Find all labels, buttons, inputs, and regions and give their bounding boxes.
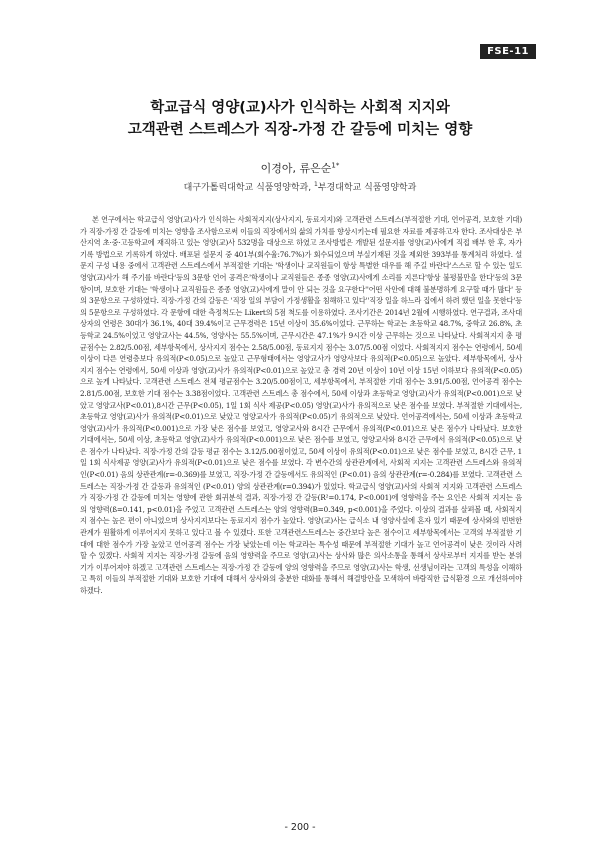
paper-title (40, 97, 560, 141)
page-number: - 200 - (284, 822, 316, 833)
author-superscript: 1* (331, 161, 340, 170)
affiliation (0, 180, 600, 193)
author-list (0, 160, 600, 176)
affiliation-marker: 1 (314, 181, 318, 188)
paper-title-line-1: 학교급식 영양(교)사가 인식하는 사회적 지지와 (150, 100, 450, 116)
abstract-body: 본 연구에서는 학교급식 영양(교)사가 인식하는 사회적지지(상사지지, 동료지지)와 고객관련 스트레스(부적절한 기대, 언어공격, 보호한 기대)가 직장-가정 간 갈등에 미치는 영향을 조사함으로써 이들의 직장에서의 삶의 가치를 향상시키는데 필요한 자료를 제공하고자 한다. 조사대상은 부산지역 초·중·고등학교에 재직하고 있는 영양(교)사 532명을 대상으로 하였고 조사방법은 개발된 설문지를 영양(교)사에게 직접 배부 한 후, 자가기록 방법으로 기록하게 하였다. 배포된 설문지 중 401부(회수율:76.7%)가 회수되었으며 부실기재된 것을 제외한 393부를 통계처리 하였다. 설문지 구성 내용 중에서 고객관련 스트레스에서 부적절한 기대는 '학생이나 교직원들이 항상 특별한 대우를 해 주길 바란다'스스로 할 수 있는 일도 영양(교)사가 해 주기를 바란다'등의 3문항 언어 공격은'학생이나 교직원들은 종종 영양(교)사에게 소리를 지른다'항상 불평불만을 한다'등의 3문항이며, 보호한 기대는 '학생이나 교직원들은 종종 영양(교)사에게 말이 안 되는 것을 요구한다''어떤 사안에 대해 불분명하게 요구할 때가 많다' 등의 3문항으로 구성하였다. 직장-가정 간의 갈등은 '직장 일의 부담이 가정생활을 침해하고 있다''직장 일을 하느라 집에서 하려 했던 일을 못한다'등의 5문항으로 구성하였다. 각 문항에 대한 측정척도는 Likert의 5점 척도를 이용하였다. 조사기간은 2014년 2월에 시행하였다. 연구결과, 조사대상자의 연령은 30대가 36.1%, 40대 39.4%이고 근무경력은 15년 이상이 35.6%이었다. 근무하는 학교는 초등학교 48.7%, 중학교 26.8%, 초등학교 24.5%이었고 영양교사는 44.5%, 영양사는 55.5%이며, 근무시간은 47.1%가 9시간 이상 근무하는 것으로 나타났다. 사회적지지 총 평균점수는 2.82/5.00점, 세부항목에서, 상사지지 점수는 2.58/5.00점, 동료지지 점수는 3.07/5.00점 이었다. 사회적지지 점수는 연령에서, 50세 이상이 다른 연령층보다 유의적(P<0.05)으로 높았고 근무형태에서는 영양교사가 영양사보다 유의적(P<0.05)으로 높았다. 세부항목에서, 상사지지 점수는 연령에서, 50세 이상과 영양(교)사가 유의적(P<0.01)으로 높았고 총 경력 20년 이상이 10년 이상 15년 이하보다 유의적(P<0.05)으로 높게 나타났다. 고객관련 스트레스 전체 평균점수는 3.20/5.00점이고, 세부항목에서, 부적절한 기대 점수는 3.91/5.00점, 언어공격 점수는 2.81/5.00점, 보호한 기대 점수는 3.38점이었다. 고객관련 스트레스 총 점수에서, 50세 이상과 초등학교 영양(교)사가 유의적(P<0.001)으로 낮았고 영양교사(P<0.01),8시간 근무(P<0.05), 1일 1회 식사 제공(P<0.05) 영양(교)사가 유의적으로 낮은 점수를 보였다. 부적절한 기대에서는, 초등학교 영양(교)사가 유의적(P<0.01)으로 낮았고 영양교사가 유의적(P<0.05)기 유의적으로 낮았다. 언어공격에서는, 50세 이상과 초등학교 영양(교)사가 유의적(P<0.001)으로 가장 낮은 점수를 보였고, 영양교사와 8시간 근무에서 유의적(P<0.01)으로 낮은 점수가 나타났다. 보호한 기대에서는, 50세 이상, 초등학교 영양(교)사가 유의적(P<0.001)으로 낮은 점수를 보였고, 영양교사와 8시간 근무에서 유의적(P<0.05)으로 낮은 점수가 나타났다. 직장-가정 간의 갈등 평균 점수는 3.12/5.00점이었고, 50세 이상이 유의적(P<0.01)으로 낮은 점수를 보였고, 8시간 근무, 1일 1회 식사제공 영양(교)사가 유의적(P<0.01)으로 낮은 점수를 보였다. 각 변수간의 상관관계에서, 사회적 지지는 고객관련 스트레스와 유의적인(P<0.01) 음의 상관관계(r=-0.369)를 보였고, 직장-가정 간 갈등에서도 유의적인 (P<0.01) 음의 상관관계(r=-0.284)를 보였다. 고객관련 스트레스는 직장-가정 간 갈등과 유의적인 (P<0.01) 양의 상관관계(r=0.394)가 있었다. 학교급식 영양(교)사의 사회적 지지와 고객관련 스트레스가 직장-가정 간 갈등에 미치는 영향에 관한 회귀분석 결과, 직장-가정 간 갈등(R²=0.174, P<0.001)에 영향력을 주는 요인은 사회적 지지는 음의 영향력(ß=0.141, p<0.01)을 주었고 고객관련 스트레스는 양의 영향력(B=0.349, p<0.001)을 주었다. 이상의 결과를 살펴볼 때, 사회적지지 점수는 높은 편이 아니었으며 상사지지보다는 동료지지 점수가 높았다. 영양(교)사는 급식소 내 영양사실에 혼자 있기 때문에 상사와의 빈번한 관계가 원활하게 이루어지지 못하고 있다고 볼 수 있겠다. 또한 고객관련스트레스는 중간보다 높은 점수이고 세부항목에서는 고객의 부적절한 기대에 대한 점수가 가장 높았고 언어공격 점수는 가장 낮았는데 이는 학교라는 특수성 때문에 부적절한 기대가 높고 언어공격이 낮은 것이라 사려 할 수 있겠다. 사회적 지지는 직장-가정 갈등에 음의 영향력을 주므로 영양(교)사는 상사와 많은 의사소통을 통해서 상사로부터 지지를 받는 분위기가 이루어져야 하겠고 고객관련 스트레스는 직장-가정 간 갈등에 양의 영향력을 주므로 영양(교)사는 학생, 선생님이라는 고객의 특성을 이해하고 특히 이들의 부적절한 기대와 보호한 기대에 대해서 상사와의 충분한 대화를 통해서 해결방안을 모색하여 바람직한 급식환경 으로 개선하여야 하겠다. (80, 215, 522, 595)
affiliation-2: 부경대학교 식품영양학과 (317, 183, 417, 193)
affiliation-1: 대구가톨릭대학교 식품영양학과, (183, 183, 312, 193)
paper-title-line-2: 고객관련 스트레스가 직장-가정 간 갈등에 미치는 영향 (127, 122, 473, 138)
session-code-badge: FSE-11 (480, 44, 536, 59)
author-names: 이경아, 류은순 (260, 162, 332, 175)
